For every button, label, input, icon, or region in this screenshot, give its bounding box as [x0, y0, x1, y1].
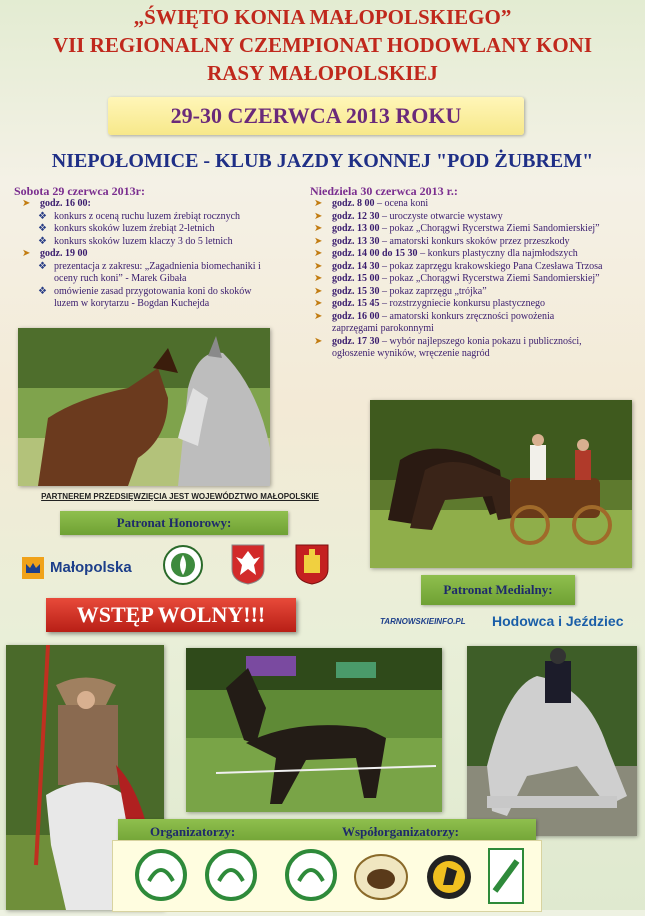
organizer-logos-panel — [112, 840, 542, 912]
pzhk-logo-icon — [287, 851, 335, 899]
okregowy-zwiazek-logo-icon — [207, 851, 255, 899]
hodowca-logo: Hodowca i Jeździec — [492, 613, 624, 629]
malopolska-label: Małopolska — [50, 559, 132, 576]
sunday-schedule-row — [306, 211, 641, 224]
schedule-text: – amatorski konkurs zręczności powożenia — [379, 310, 555, 322]
arrow-bullet-icon: ➤ — [314, 210, 323, 222]
saturday-schedule-row — [14, 198, 314, 211]
tarnowskie-logo: TARNOWSKIEINFO.PL — [380, 617, 466, 626]
arrow-bullet-icon: ➤ — [22, 198, 31, 209]
sunday-schedule-row — [306, 298, 641, 311]
saturday-schedule-row — [14, 261, 314, 274]
arrow-bullet-icon: ➤ — [314, 285, 323, 297]
zwiazek-hodowcow-logo-icon — [137, 851, 185, 899]
saturday-schedule-row — [14, 223, 314, 236]
saturday-schedule-row — [14, 286, 314, 299]
schedule-time: godz. 15 00 — [332, 273, 380, 284]
photo-jumping-rider — [467, 646, 637, 836]
schedule-text: oceny ruch koni” - Marek Gibała — [54, 273, 187, 284]
partner-line: PARTNEREM PRZEDSIĘWZIĘCIA JEST WOJEWÓDZTWO MAŁOPOLSKIE — [41, 492, 319, 501]
arrow-bullet-icon: ➤ — [22, 248, 31, 259]
sunday-schedule-row — [306, 248, 641, 261]
arrow-bullet-icon: ➤ — [314, 198, 323, 209]
sunday-schedule-row — [306, 348, 641, 361]
koni-club-logo-icon — [427, 855, 471, 899]
arrow-bullet-icon: ➤ — [314, 273, 323, 284]
arrow-bullet-icon: ➤ — [314, 235, 323, 247]
patronat-medialny-box — [421, 575, 575, 605]
coat-of-arms-eagle-icon — [230, 543, 266, 585]
arrow-bullet-icon: ➤ — [314, 335, 323, 347]
schedule-text: – pokaz „Chorągwi Rycerstwa Ziemi Sandomierskiej” — [379, 223, 600, 234]
schedule-text: prezentacja z zakresu: „Zagadnienia biomechaniki i — [54, 260, 261, 272]
arrow-bullet-icon: ➤ — [314, 223, 323, 234]
title-line-2: VII REGIONALNY CZEMPIONAT HODOWLANY KONI — [52, 33, 593, 57]
wspolorganizatorzy-label: Współorganizatorzy: — [342, 824, 459, 839]
schedule-time: godz. 13 30 — [332, 235, 380, 247]
venue-title: NIEPOŁOMICE - KLUB JAZDY KONNEJ "POD ŻUBREM" — [51, 150, 594, 172]
schedule-time: godz. 19 00 — [40, 248, 88, 259]
arrow-bullet-icon: ➤ — [314, 310, 323, 322]
schedule-text: – konkurs plastyczny dla najmłodszych — [417, 248, 578, 259]
saturday-heading: Sobota 29 czerwca 2013r: — [14, 184, 145, 198]
malopolska-logo-icon — [22, 557, 44, 579]
sunday-schedule-row — [306, 236, 641, 249]
diamond-bullet-icon: ❖ — [38, 235, 47, 247]
schedule-time: godz. 14 00 do 15 30 — [332, 248, 418, 259]
saturday-schedule-row — [14, 273, 314, 286]
organizatorzy-label: Organizatorzy: — [150, 824, 236, 839]
diamond-bullet-icon: ❖ — [38, 285, 47, 297]
sunday-schedule-row — [306, 223, 641, 236]
saturday-schedule-row — [14, 236, 314, 249]
schedule-text: ogłoszenie wyników, wręczenie nagród — [332, 348, 490, 359]
pod-zubrem-logo-icon — [355, 855, 407, 899]
event-date: 29-30 CZERWCA 2013 ROKU — [170, 103, 462, 128]
schedule-text: – pokaz zaprzęgu krakowskiego Pana Czesława Trzosa — [379, 260, 603, 272]
schedule-text: omówienie zasad przygotowania koni do skoków — [54, 285, 252, 297]
schedule-text: – pokaz „Chorągwi Rycerstwa Ziemi Sandomierskiej” — [379, 273, 600, 284]
schedule-text: konkurs z oceną ruchu luzem źrebiąt rocznych — [54, 210, 241, 222]
schedule-time: godz. 13 00 — [332, 223, 380, 234]
arrow-bullet-icon: ➤ — [314, 298, 323, 309]
photo-black-foal — [186, 648, 442, 812]
saturday-schedule-row — [14, 298, 314, 311]
modr-logo-icon — [489, 849, 523, 903]
schedule-text: – ocena koni — [374, 198, 429, 209]
photo-two-horses — [18, 328, 270, 486]
schedule-text: zaprzęgami parokonnymi — [332, 323, 434, 334]
schedule-time: godz. 8 00 — [332, 198, 375, 209]
free-entry-banner: WSTĘP WOLNY!!! — [46, 598, 296, 632]
schedule-time: godz. 17 30 — [332, 335, 380, 347]
sunday-schedule-row — [306, 261, 641, 274]
saturday-schedule-row — [14, 211, 314, 224]
sunday-schedule-row — [306, 273, 641, 286]
sunday-schedule — [306, 198, 641, 361]
schedule-text: luzem w korytarzu - Bogdan Kuchejda — [54, 298, 210, 309]
patronat-honorowy-label: Patronat Honorowy: — [116, 515, 232, 530]
schedule-time: godz. 16 00: — [40, 198, 91, 209]
agency-seal-icon — [163, 545, 203, 585]
schedule-text: – pokaz zaprzęgu „trójka” — [379, 285, 487, 297]
patronat-medialny-label: Patronat Medialny: — [443, 582, 553, 597]
schedule-time: godz. 14 30 — [332, 260, 380, 272]
schedule-text: – uroczyste otwarcie wystawy — [379, 210, 503, 222]
schedule-text: konkurs skoków luzem klaczy 3 do 5 letnich — [54, 235, 233, 247]
schedule-text: konkurs skoków luzem źrebiąt 2-letnich — [54, 223, 215, 234]
schedule-text: – amatorski konkurs skoków przez przeszkody — [379, 235, 570, 247]
schedule-time: godz. 16 00 — [332, 310, 380, 322]
schedule-text: – rozstrzygniecie konkursu plastycznego — [379, 298, 546, 309]
schedule-time: godz. 12 30 — [332, 210, 380, 222]
niepolomice-coat-icon — [292, 543, 332, 585]
arrow-bullet-icon: ➤ — [314, 260, 323, 272]
schedule-time: godz. 15 45 — [332, 298, 380, 309]
saturday-schedule — [14, 198, 314, 311]
diamond-bullet-icon: ❖ — [38, 260, 47, 272]
arrow-bullet-icon: ➤ — [314, 248, 323, 259]
saturday-schedule-row — [14, 248, 314, 261]
diamond-bullet-icon: ❖ — [38, 223, 47, 234]
date-banner — [108, 97, 524, 135]
schedule-text: – wybór najlepszego konia pokazu i publiczności, — [379, 335, 582, 347]
sunday-schedule-row — [306, 198, 641, 211]
patronat-honorowy-box — [60, 511, 288, 535]
sunday-schedule-row — [306, 336, 641, 349]
schedule-time: godz. 15 30 — [332, 285, 380, 297]
sunday-schedule-row — [306, 323, 641, 336]
sunday-schedule-row — [306, 311, 641, 324]
title-line-3: RASY MAŁOPOLSKIEJ — [207, 61, 438, 85]
title-line-1: „ŚWIĘTO KONIA MAŁOPOLSKIEGO” — [133, 5, 512, 29]
sunday-schedule-row — [306, 286, 641, 299]
photo-carriage — [370, 400, 632, 568]
diamond-bullet-icon: ❖ — [38, 210, 47, 222]
sunday-heading: Niedziela 30 czerwca 2013 r.: — [310, 184, 458, 198]
